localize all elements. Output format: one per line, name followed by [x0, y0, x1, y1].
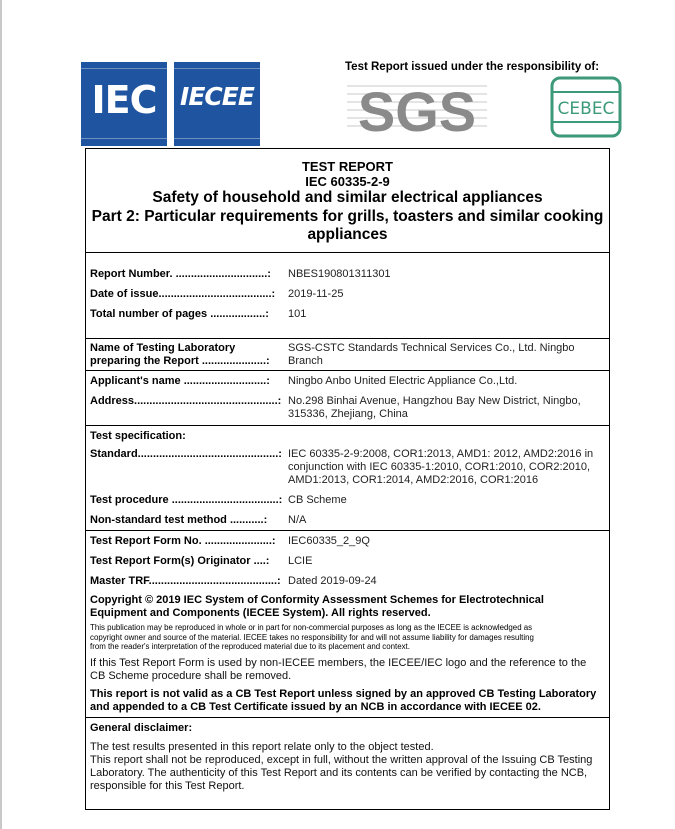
iec-logo-text: IEC	[91, 78, 157, 122]
date-of-issue-label: Date of issue.....................................:	[90, 288, 276, 300]
laboratory-label-cont: preparing the Report .....................:	[90, 355, 270, 367]
test-procedure-value: CB Scheme	[288, 494, 347, 506]
standard-value: IEC 60335-2-9:2008, COR1:2013, AMD1: 2012, AMD2:2016 in	[288, 448, 594, 460]
divider	[86, 425, 609, 426]
report-subject: Safety of household and similar electrical appliances	[152, 189, 543, 206]
address-label: Address...............................................:	[90, 395, 282, 407]
standard-value-cont2: AMD1:2013, COR1:2014, AMD2:2016, COR1:2016	[288, 474, 539, 486]
disclaimer-text-cont1: This report shall not be reproduced, except in full, without the written approval of the Issuing CB Testing	[90, 754, 593, 766]
responsibility-text: Test Report issued under the responsibility of:	[345, 61, 600, 73]
laboratory-label: Name of Testing Laboratory	[90, 342, 236, 354]
report-number-label: Report Number. ..............................:	[90, 268, 271, 280]
validity-statement-cont: and appended to a CB Test Certificate issued by an NCB in accordance with IECEE 02.	[90, 701, 541, 713]
disclaimer-text-cont2: Laboratory. The authenticity of this Test Report and its contents can be verified by contacting the NCB,	[90, 767, 588, 779]
reproduction-note: This publication may be reproduced in whole or in part for non-commercial purposes as long as the IECEE is acknowledged as	[90, 623, 533, 632]
date-of-issue-value: 2019-11-25	[288, 288, 344, 300]
master-trf-value: Dated 2019-09-24	[288, 575, 377, 587]
standard-value-cont1: conjunction with IEC 60335-1:2010, COR1:2010, COR2:2010,	[288, 461, 591, 473]
applicant-label: Applicant's name ...........................:	[90, 375, 270, 387]
divider	[86, 530, 609, 531]
total-pages-value: 101	[288, 308, 307, 320]
disclaimer-text-cont3: responsible for this Test Report.	[90, 780, 245, 792]
test-procedure-label: Test procedure ...................................:	[90, 494, 283, 506]
laboratory-value: SGS-CSTC Standards Technical Services Co., Ltd. Ningbo	[288, 342, 575, 354]
non-member-note-cont: CB Scheme procedure shall be removed.	[90, 670, 292, 682]
report-standard: IEC 60335-2-9	[305, 174, 390, 189]
iec-logo	[81, 62, 167, 146]
logo-stripe	[81, 68, 167, 69]
total-pages-label: Total number of pages ..................:	[90, 308, 269, 320]
divider	[86, 717, 609, 718]
disclaimer-heading: General disclaimer:	[90, 722, 193, 734]
iecee-logo	[174, 62, 260, 146]
logo-stripe	[174, 138, 260, 139]
divider	[86, 252, 609, 253]
applicant-value: Ningbo Anbo United Electric Appliance Co.,Ltd.	[288, 375, 518, 387]
logo-stripe	[81, 138, 167, 139]
sgs-logo	[347, 78, 487, 138]
reproduction-note-cont2: from the reader's interpretation of the reproduced material due to its placement and context.	[90, 642, 410, 651]
copyright-line-cont: Equipment and Components (IECEE System). All rights reserved.	[90, 607, 431, 619]
validity-statement: This report is not valid as a CB Test Report unless signed by an approved CB Testing Laboratory	[90, 688, 597, 700]
report-part: Part 2: Particular requirements for grills, toasters and similar cooking	[91, 208, 604, 225]
logo-stripe	[174, 68, 260, 69]
laboratory-value-cont: Branch	[288, 355, 323, 367]
report-part-cont: appliances	[307, 226, 388, 243]
page-edge	[0, 0, 2, 829]
address-value-cont: 315336, Zhejiang, China	[288, 408, 408, 420]
standard-label: Standard..............................................:	[90, 448, 282, 460]
address-value: No.298 Binhai Avenue, Hangzhou Bay New District, Ningbo,	[288, 395, 581, 407]
test-specification-heading: Test specification:	[90, 430, 186, 442]
iecee-logo-text: IECEE	[180, 82, 254, 111]
master-trf-label: Master TRF..........................................:	[90, 575, 281, 587]
report-number-value: NBES190801311301	[288, 268, 391, 280]
non-standard-method-value: N/A	[288, 514, 307, 526]
report-title: TEST REPORT	[301, 159, 393, 174]
trf-originator-value: LCIE	[288, 555, 313, 567]
reproduction-note-cont1: copyright owner and source of the material. IECEE takes no responsibility for and will not assume liability for damages resulting	[90, 632, 534, 642]
divider	[86, 338, 609, 339]
non-standard-method-label: Non-standard test method ...........:	[90, 514, 268, 526]
trf-originator-label: Test Report Form(s) Originator ....:	[90, 555, 270, 567]
trf-number-value: IEC60335_2_9Q	[288, 535, 370, 547]
sgs-logo-text: SGS	[357, 80, 477, 138]
copyright-line: Copyright © 2019 IEC System of Conformity Assessment Schemes for Electrotechnical	[90, 594, 544, 606]
trf-number-label: Test Report Form No. ......................:	[90, 535, 276, 547]
disclaimer-text: The test results presented in this report relate only to the object tested.	[90, 741, 434, 753]
cebec-logo	[548, 76, 624, 138]
non-member-note: If this Test Report Form is used by non-IECEE members, the IECEE/IEC logo and the reference to the	[90, 657, 587, 669]
divider	[86, 370, 609, 371]
cebec-logo-text: CEBEC	[557, 99, 615, 119]
report-frame	[85, 148, 610, 810]
